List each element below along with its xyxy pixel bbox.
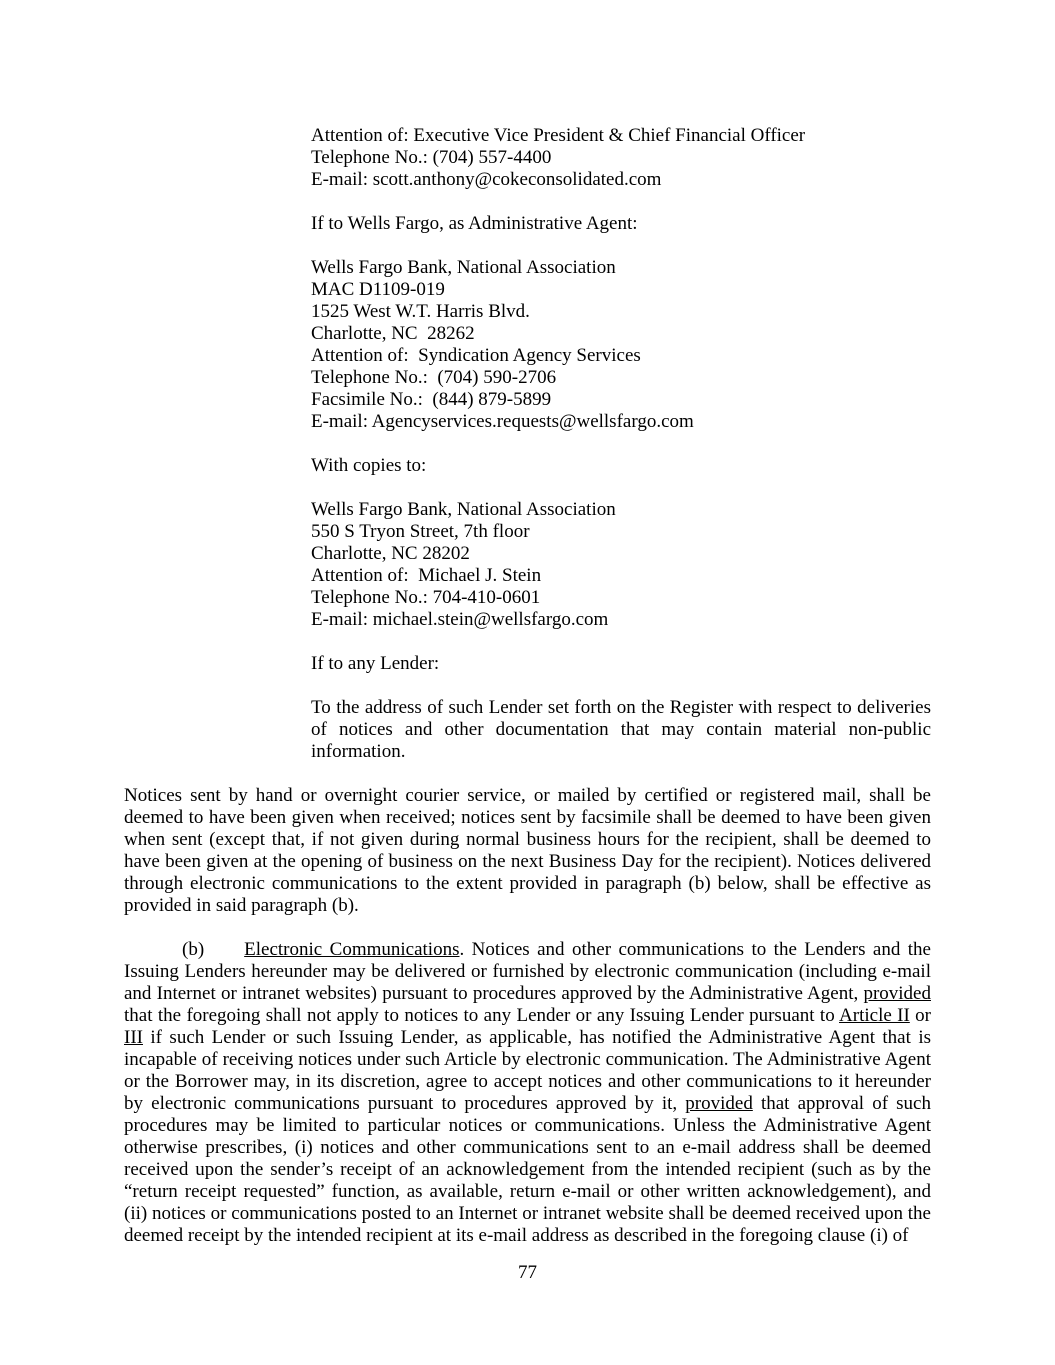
delivery-paragraph: Notices sent by hand or overnight courier service, or mailed by certified or registered mail, shall be deemed to have been given when received; notices sent by facsimile shall be deemed to have been given when sent (except that, if not given during normal business hours for the recipient, shall be deemed to have been given at the opening of business on the next Business Day for the recipient). Notices delivered through electronic communications to the extent provided in paragraph (b) below, shall be effective as provided in said paragraph (b). — [124, 785, 931, 916]
address-line: Telephone No.: (704) 590-2706 — [311, 367, 557, 388]
address-line: E-mail: Agencyservices.requests@wellsfargo.com — [311, 411, 694, 432]
address-line: 550 S Tryon Street, 7th floor — [311, 521, 530, 542]
address-line: Attention of: Syndication Agency Services — [311, 345, 641, 366]
article-ii-reference: Article II — [839, 1005, 910, 1026]
address-line: E-mail: scott.anthony@cokeconsolidated.com — [311, 169, 662, 190]
address-line: Telephone No.: (704) 557-4400 — [311, 147, 552, 168]
address-line: Facsimile No.: (844) 879-5899 — [311, 389, 552, 410]
defined-term-provided: provided — [685, 1093, 753, 1114]
paragraph-b-text: that approval of such procedures may be limited to particular notices or communications. Unless the Administrative Agent otherwise prescribes, (i) notices and other communications sent to an e-mail address shall be deemed received upon the sender’s receipt of an acknowledgement from the intended recipient (such as by the “return receipt requested” function, as available, return e-mail or other written acknowledgement), and (ii) notices or communications posted to an Internet or intranet website shall be deemed received upon the deemed receipt by the intended recipient at its e-mail address as described in the foregoing clause (i) of — [124, 1093, 931, 1246]
address-line: Attention of: Executive Vice President & Chief Financial Officer — [311, 125, 806, 146]
blank-line — [311, 433, 931, 455]
address-line: Attention of: Michael J. Stein — [311, 565, 542, 586]
copies-heading: With copies to: — [311, 455, 427, 476]
paragraph-b — [124, 939, 931, 1247]
blank-line — [311, 477, 931, 499]
address-line: E-mail: michael.stein@wellsfargo.com — [311, 609, 609, 630]
address-line: MAC D1109-019 — [311, 279, 445, 300]
admin-agent-address-block — [311, 257, 931, 433]
paragraph-b-title: Electronic Communications — [244, 939, 460, 960]
borrower-contact-block — [311, 125, 931, 191]
copies-address-block — [311, 499, 931, 631]
paragraph-b-text: if such Lender or such Issuing Lender, as applicable, has notified the Administrative Agent that is incapable of receiving notices under such Article by electronic communication. The Administrative Agent or the Borrower may, in its discretion, agree to accept notices and other communications to it hereunder by electronic communications pursuant to procedures approved by it, — [124, 1027, 931, 1114]
paragraph-b-label: (b) — [182, 939, 205, 960]
page-content — [124, 125, 931, 1247]
paragraph-b-text: or — [909, 1005, 932, 1026]
paragraph-b-text: that the foregoing shall not apply to notices to any Lender or any Issuing Lender pursuant to — [124, 1005, 840, 1026]
address-line: Charlotte, NC 28262 — [311, 323, 475, 344]
lender-paragraph: To the address of such Lender set forth on the Register with respect to deliveries of notices and other documentation that may contain material non-public information. — [311, 697, 931, 762]
blank-line — [124, 763, 931, 785]
lender-heading: If to any Lender: — [311, 653, 440, 674]
blank-line — [124, 917, 931, 939]
notice-addresses — [311, 125, 931, 763]
blank-line — [311, 675, 931, 697]
address-line: Telephone No.: 704-410-0601 — [311, 587, 541, 608]
admin-agent-heading: If to Wells Fargo, as Administrative Agent: — [311, 213, 638, 234]
address-line: Wells Fargo Bank, National Association — [311, 499, 616, 520]
defined-term-provided: provided — [863, 983, 931, 1004]
address-line: 1525 West W.T. Harris Blvd. — [311, 301, 530, 322]
address-line: Wells Fargo Bank, National Association — [311, 257, 616, 278]
blank-line — [311, 191, 931, 213]
paragraph-b-text: . Notices and other communications to the Lenders and the Issuing Lenders hereunder may be delivered or furnished by electronic communication (including e-mail and Internet or intranet websites) pursuant to procedures approved by the Administrative Agent, — [124, 939, 931, 1004]
blank-line — [311, 631, 931, 653]
page-number: 77 — [518, 1262, 537, 1283]
article-iii-reference: III — [124, 1027, 143, 1048]
address-line: Charlotte, NC 28202 — [311, 543, 470, 564]
blank-line — [311, 235, 931, 257]
